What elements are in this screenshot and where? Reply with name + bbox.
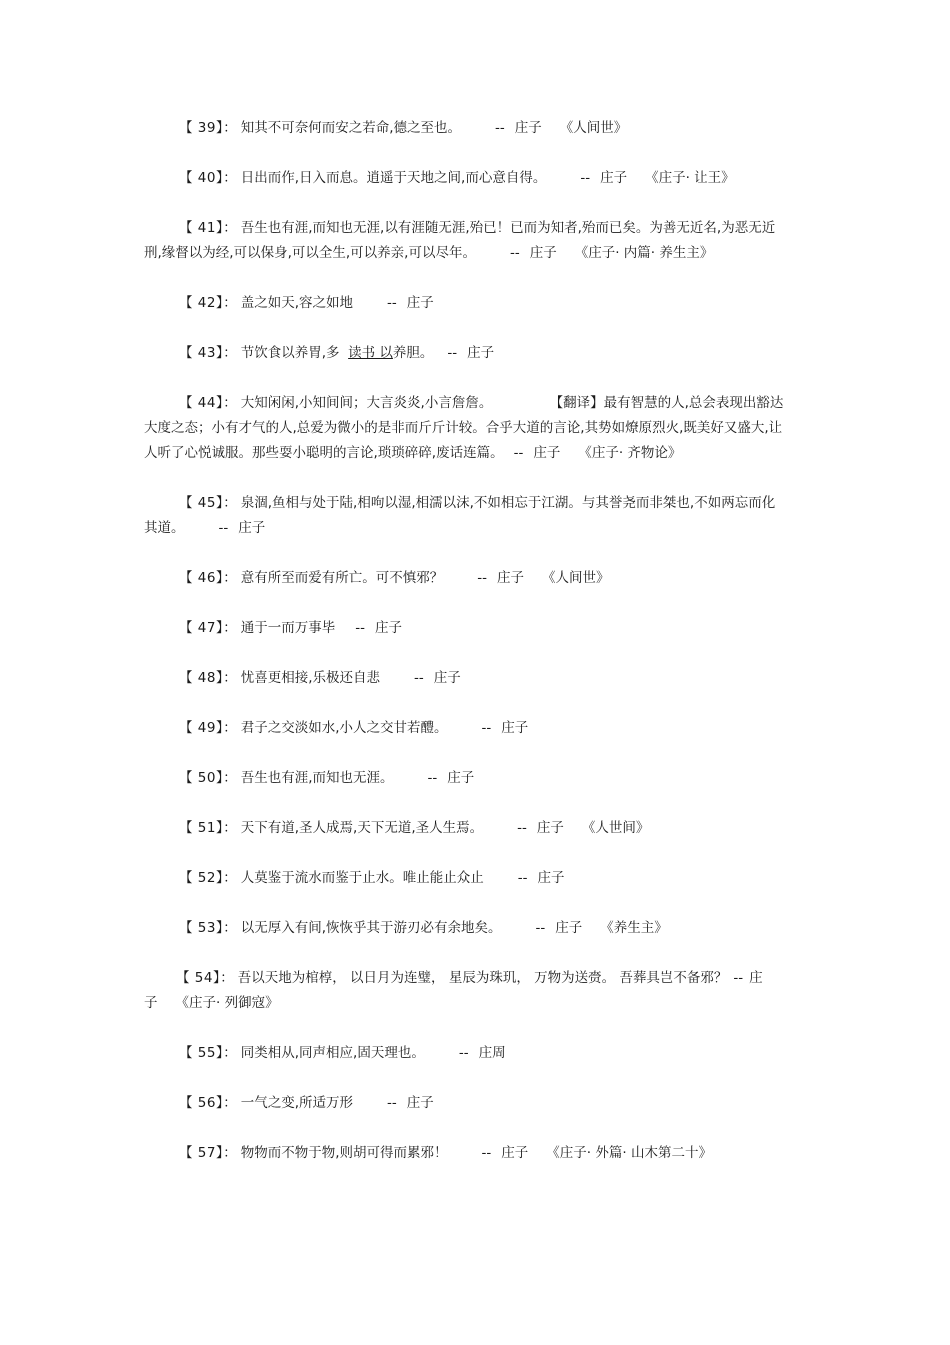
quote-number: 【 51】 [179,820,224,836]
colon: ： [223,120,237,136]
quote-author: 庄子 [496,570,524,586]
quote-57 [144,1141,784,1166]
dash-separator: -- [447,345,458,361]
dash-separator: -- [495,120,505,136]
quote-author: 庄子 [529,245,557,261]
quote-56 [144,1091,784,1116]
quote-45 [144,491,784,541]
quote-source: 《人间世》 [541,570,610,586]
quote-50 [144,766,784,791]
quote-author: 庄子 [144,970,763,1011]
colon: ： [220,970,234,986]
quote-49 [144,716,784,741]
quote-text: 通于一而万事毕 [240,620,336,636]
quote-number: 【 48】 [179,670,224,686]
quote-author: 庄子 [467,345,495,361]
quote-43 [144,341,784,366]
underlined-link-text[interactable]: 读书 以 [348,345,393,361]
quote-text-tail: 养胆。 [392,345,434,361]
quote-author: 庄子 [536,820,564,836]
quote-number: 【 52】 [179,870,224,886]
quote-53 [144,916,784,941]
colon: ： [223,495,237,511]
quote-number: 【 39】 [179,120,224,136]
quote-number: 【 43】 [179,345,224,361]
dash-separator: -- [387,295,397,311]
quote-41 [144,216,784,266]
quote-source: 《人世间》 [581,820,650,836]
quote-author: 庄子 [406,1095,434,1111]
quote-author: 庄子 [501,720,529,736]
quote-text: 日出而作,日入而息。逍遥于天地之间,而心意自得。 [240,170,547,186]
colon: ： [223,220,237,236]
dash-separator: -- [481,1145,492,1161]
colon: ： [223,345,237,361]
dash-separator: -- [517,820,527,836]
dash-separator: -- [387,1095,397,1111]
quote-author: 庄子 [238,520,266,536]
quote-number: 【 56】 [179,1095,224,1111]
quote-number: 【 41】 [179,220,224,236]
dash-separator: -- [517,870,528,886]
dash-separator: -- [509,245,520,261]
dash-separator: -- [535,920,546,936]
dash-separator: -- [580,170,591,186]
colon: ： [223,820,237,836]
quote-author: 庄子 [501,1145,529,1161]
quote-number: 【 42】 [179,295,224,311]
translation-label: 【翻译】 [556,395,604,411]
quote-number: 【 47】 [179,620,224,636]
quote-list [144,116,784,1191]
quote-author: 庄子 [374,620,402,636]
quote-42 [144,291,784,316]
dash-separator: -- [355,620,365,636]
quote-number: 【 54】 [176,970,221,986]
quote-author: 庄子 [533,445,561,461]
dash-separator: -- [481,720,492,736]
quote-text: 泉涸,鱼相与处于陆,相呴以湿,相濡以沫,不如相忘于江湖。与其誉尧而非桀也,不如两忘而化其道。 [144,495,776,536]
quote-text: 吾生也有涯,而知也无涯。 [240,770,394,786]
colon: ： [223,670,237,686]
colon: ： [223,620,237,636]
colon: ： [223,870,237,886]
dash-separator: -- [218,520,229,536]
quote-number: 【 49】 [179,720,224,736]
quote-author: 庄子 [433,670,461,686]
quote-40 [144,166,784,191]
quote-number: 【 45】 [179,495,224,511]
quote-text: 大知闲闲,小知间间；大言炎炎,小言詹詹。 [240,395,493,411]
colon: ： [223,720,237,736]
quote-source: 《养生主》 [600,920,668,936]
quote-text: 同类相从,同声相应,固天理也。 [240,1045,425,1061]
quote-39 [144,116,784,141]
quote-author: 庄子 [600,170,628,186]
quote-52 [144,866,784,891]
colon: ： [223,1095,237,1111]
dash-separator: -- [733,970,744,986]
dash-separator: -- [414,670,424,686]
quote-text: 意有所至而爱有所亡。可不慎邪？ [240,570,444,586]
quote-number: 【 46】 [179,570,224,586]
colon: ： [223,1045,237,1061]
quote-author: 庄子 [406,295,434,311]
quote-author: 庄子 [537,870,565,886]
quote-source: 《庄子· 外篇· 山木第二十》 [546,1145,712,1161]
quote-44 [144,391,784,466]
quote-47 [144,616,784,641]
colon: ： [223,295,237,311]
quote-text: 节饮食以养胃,多 [240,345,340,361]
quote-54 [144,966,784,1016]
quote-author: 庄子 [555,920,583,936]
colon: ： [223,170,237,186]
quote-source: 《庄子· 让王》 [645,170,735,186]
quote-source: 《庄子· 内篇· 养生主》 [574,245,714,261]
quote-text: 天下有道,圣人成焉,天下无道,圣人生焉。 [240,820,484,836]
quote-author: 庄子 [447,770,475,786]
dash-separator: -- [477,570,487,586]
quote-source: 《人间世》 [559,120,628,136]
quote-author: 庄周 [478,1045,506,1061]
quote-text: 人莫鉴于流水而鉴于止水。唯止能止众止 [240,870,484,886]
quote-author: 庄子 [514,120,542,136]
dash-separator: -- [513,445,524,461]
quote-55 [144,1041,784,1066]
translation-text: 最有智慧的人,总会表现出豁达大度之态；小有才气的人,总爱为微小的是非而斤斤计较。合乎大道的言论,其势如燎原烈火,既美好又盛大,让人听了心悦诚服。那些耍小聪明的言论,琐琐碎碎,废话连篇。 [144,395,784,461]
quote-source: 《庄子· 列御寇》 [175,995,279,1011]
colon: ： [223,570,237,586]
quote-number: 【 50】 [179,770,224,786]
quote-number: 【 55】 [179,1045,224,1061]
quote-text: 一气之变,所适万形 [240,1095,354,1111]
quote-text: 物物而不物于物,则胡可得而累邪！ [240,1145,448,1161]
quote-source: 《庄子· 齐物论》 [578,445,682,461]
quote-number: 【 57】 [179,1145,224,1161]
quote-number: 【 44】 [179,395,224,411]
quote-46 [144,566,784,591]
quote-text: 忧喜更相接,乐极还自悲 [240,670,381,686]
quote-text: 吾生也有涯,而知也无涯,以有涯随无涯,殆已！已而为知者,殆而已矣。为善无近名,为恶无近刑,缘督以为经,可以保身,可以全生,可以养亲,可以尽年。 [144,220,776,261]
dash-separator: -- [458,1045,469,1061]
quote-number: 【 53】 [179,920,224,936]
quote-text: 盖之如天,容之如地 [240,295,354,311]
quote-number: 【 40】 [179,170,224,186]
colon: ： [223,920,237,936]
dash-separator: -- [427,770,438,786]
quote-51 [144,816,784,841]
colon: ： [223,1145,237,1161]
quote-text: 君子之交淡如水,小人之交甘若醴。 [240,720,448,736]
colon: ： [223,770,237,786]
quote-48 [144,666,784,691]
quote-text: 以无厚入有间,恢恢乎其于游刃必有余地矣。 [240,920,502,936]
quote-text: 知其不可奈何而安之若命,德之至也。 [240,120,462,136]
colon: ： [223,395,237,411]
quote-text: 吾以天地为棺椁， 以日月为连璧， 星辰为珠玑， 万物为送赍。 吾葬具岂不备邪？ [237,970,728,986]
